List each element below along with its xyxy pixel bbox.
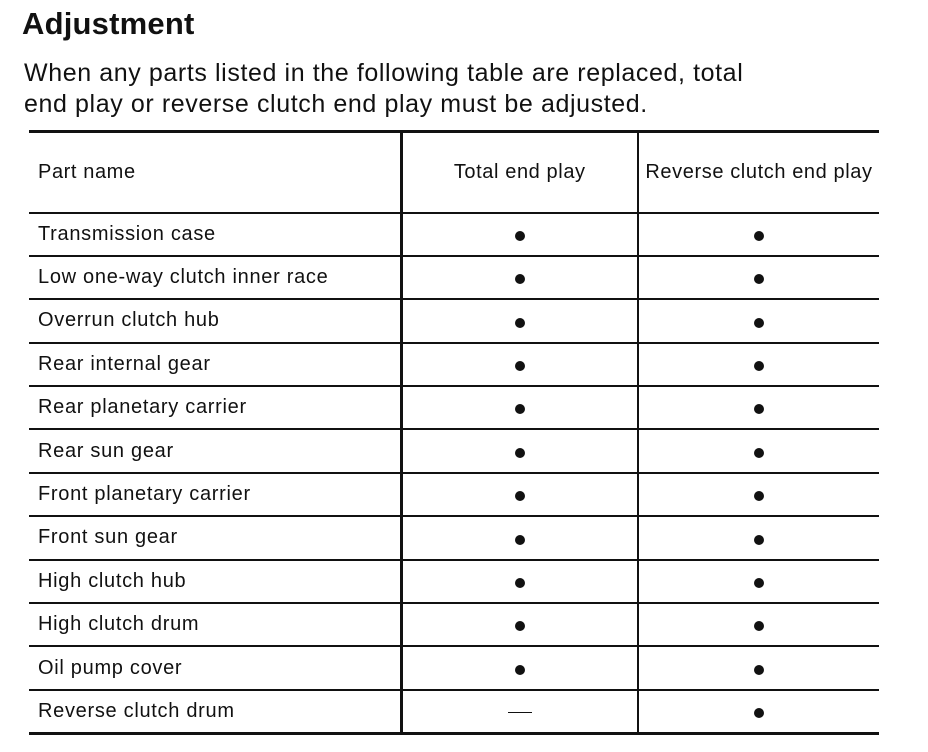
table-row <box>29 473 879 516</box>
total-end-play-cell <box>401 256 638 299</box>
table-header <box>29 132 879 213</box>
reverse-clutch-end-play-cell <box>638 256 879 299</box>
table-row <box>29 343 879 386</box>
part-name-cell: Front planetary carrier <box>38 483 251 506</box>
part-name-cell: Reverse clutch drum <box>38 699 235 722</box>
part-name-cell: Overrun clutch hub <box>38 309 220 332</box>
total-end-play-cell <box>401 603 638 646</box>
table-body <box>29 213 879 734</box>
total-end-play-cell <box>401 690 638 733</box>
bullet-mark-icon <box>515 274 525 284</box>
table-row <box>29 646 879 689</box>
total-end-play-cell <box>401 213 638 256</box>
bullet-mark-icon <box>754 448 764 458</box>
part-name-cell: Oil pump cover <box>38 656 183 679</box>
bullet-mark-icon <box>754 404 764 414</box>
total-end-play-cell <box>401 386 638 429</box>
bullet-mark-icon <box>515 448 525 458</box>
part-name-cell: High clutch drum <box>38 613 200 636</box>
total-end-play-cell <box>401 429 638 472</box>
table-row <box>29 213 879 256</box>
total-end-play-cell <box>401 299 638 342</box>
column-header-total-end-play: Total end play <box>401 132 638 213</box>
column-header-part-name: Part name <box>38 161 136 184</box>
reverse-clutch-end-play-cell <box>638 690 879 733</box>
table-row <box>29 256 879 299</box>
reverse-clutch-end-play-cell <box>638 299 879 342</box>
total-end-play-cell <box>401 516 638 559</box>
bullet-mark-icon <box>515 318 525 328</box>
bullet-mark-icon <box>754 318 764 328</box>
bullet-mark-icon <box>515 491 525 501</box>
bullet-mark-icon <box>754 231 764 241</box>
part-name-cell: Rear planetary carrier <box>38 396 247 419</box>
intro-line-1: When any parts listed in the following table are replaced, total <box>24 59 744 87</box>
bullet-mark-icon <box>515 404 525 414</box>
table-header-row <box>29 132 879 213</box>
column-header-reverse-clutch-end-play: Reverse clutch end play <box>638 132 879 213</box>
table-row <box>29 603 879 646</box>
bullet-mark-icon <box>754 361 764 371</box>
bullet-mark-icon <box>754 535 764 545</box>
part-name-cell: High clutch hub <box>38 569 187 592</box>
part-name-cell: Rear sun gear <box>38 439 174 462</box>
bullet-mark-icon <box>754 708 764 718</box>
part-name-cell: Front sun gear <box>38 526 178 549</box>
table-row <box>29 516 879 559</box>
page-title: Adjustment <box>22 6 195 41</box>
bullet-mark-icon <box>754 621 764 631</box>
total-end-play-cell <box>401 560 638 603</box>
table-row <box>29 386 879 429</box>
table-row <box>29 429 879 472</box>
table-row <box>29 560 879 603</box>
reverse-clutch-end-play-cell <box>638 646 879 689</box>
adjustment-table <box>29 130 879 735</box>
bullet-mark-icon <box>754 665 764 675</box>
bullet-mark-icon <box>515 621 525 631</box>
intro-line-2: end play or reverse clutch end play must be adjusted. <box>24 90 648 118</box>
bullet-mark-icon <box>515 231 525 241</box>
total-end-play-cell <box>401 343 638 386</box>
part-name-cell: Low one-way clutch inner race <box>38 266 329 289</box>
reverse-clutch-end-play-cell <box>638 343 879 386</box>
intro-paragraph <box>24 58 904 120</box>
reverse-clutch-end-play-cell <box>638 429 879 472</box>
bullet-mark-icon <box>754 274 764 284</box>
table-row <box>29 690 879 733</box>
total-end-play-cell <box>401 473 638 516</box>
bullet-mark-icon <box>515 578 525 588</box>
dash-mark-icon <box>508 712 532 714</box>
reverse-clutch-end-play-cell <box>638 386 879 429</box>
reverse-clutch-end-play-cell <box>638 473 879 516</box>
reverse-clutch-end-play-cell <box>638 516 879 559</box>
bullet-mark-icon <box>754 578 764 588</box>
bullet-mark-icon <box>515 665 525 675</box>
part-name-cell: Transmission case <box>38 222 216 245</box>
table-row <box>29 299 879 342</box>
reverse-clutch-end-play-cell <box>638 560 879 603</box>
part-name-cell: Rear internal gear <box>38 352 211 375</box>
total-end-play-cell <box>401 646 638 689</box>
bullet-mark-icon <box>515 535 525 545</box>
bullet-mark-icon <box>515 361 525 371</box>
reverse-clutch-end-play-cell <box>638 213 879 256</box>
bullet-mark-icon <box>754 491 764 501</box>
reverse-clutch-end-play-cell <box>638 603 879 646</box>
